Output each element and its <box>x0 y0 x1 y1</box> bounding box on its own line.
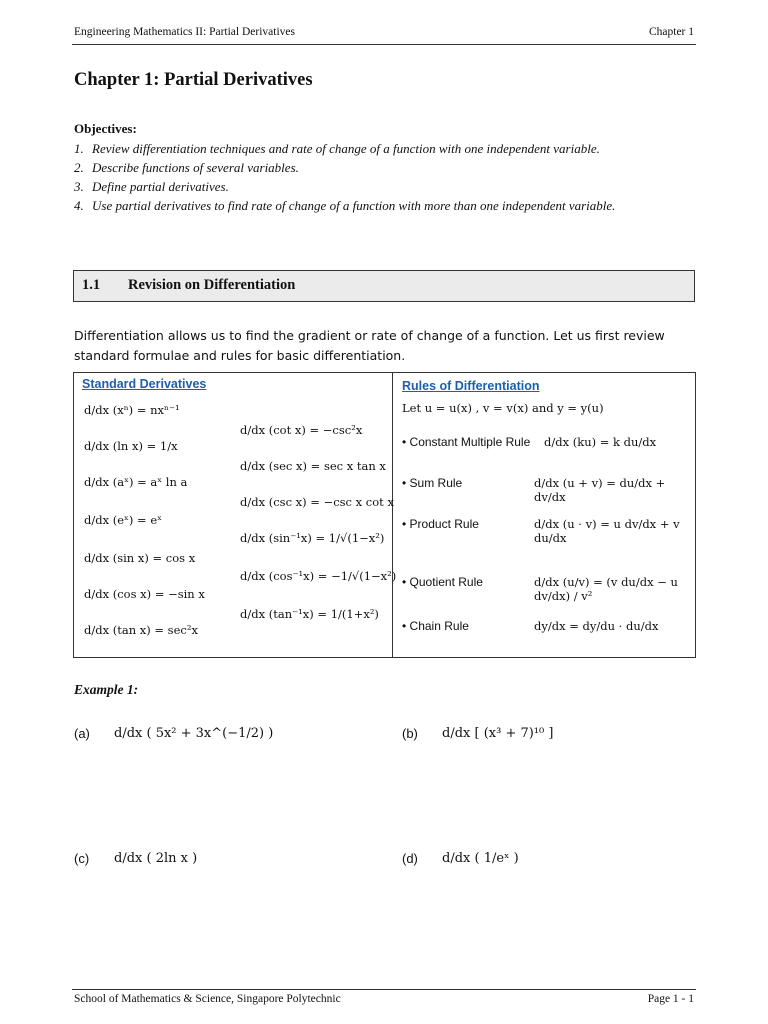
header-chapter: Chapter 1 <box>648 26 694 38</box>
derivative-formula: d/dx (ln x) = 1/x <box>84 439 178 453</box>
example-part-label: (b) <box>402 726 418 741</box>
header-rule <box>72 44 696 45</box>
objective-number: 2. <box>74 160 84 175</box>
footer-rule <box>72 989 696 990</box>
footer-school: School of Mathematics & Science, Singapore Polytechnic <box>74 993 341 1005</box>
rule-item: • Constant Multiple Rule <box>402 435 531 449</box>
example-part-label: (d) <box>402 851 418 866</box>
objectives-list <box>74 139 699 215</box>
section-heading-box <box>73 270 695 302</box>
derivative-formula: d/dx (tan⁻¹x) = 1/(1+x²) <box>240 607 379 621</box>
derivative-formula: d/dx (cos x) = −sin x <box>84 587 205 601</box>
objective-item <box>74 196 699 215</box>
rule-name: Sum Rule <box>409 476 463 490</box>
rule-formula: d/dx (u/v) = (v du/dx − u dv/dx) / v² <box>534 575 678 603</box>
derivative-formula: d/dx (sin x) = cos x <box>84 551 196 565</box>
objective-text: Review differentiation techniques and rate of change of a function with one independent variable. <box>92 141 600 156</box>
section-number: 1.1 <box>82 277 101 293</box>
derivative-formula: d/dx (tan x) = sec²x <box>84 623 198 637</box>
objectives-heading: Objectives: <box>74 121 137 136</box>
derivative-formula: d/dx (eˣ) = eˣ <box>84 513 163 527</box>
page-header <box>74 26 694 38</box>
derivative-formula: d/dx (xⁿ) = nxⁿ⁻¹ <box>84 403 180 417</box>
objective-number: 1. <box>74 141 84 156</box>
derivative-formula: d/dx (sec x) = sec x tan x <box>240 459 386 473</box>
objective-text: Use partial derivatives to find rate of change of a function with more than one independent variable. <box>92 198 616 213</box>
footer-page-number: Page 1 - 1 <box>647 993 694 1005</box>
standard-derivatives-heading: Standard Derivatives <box>82 377 207 391</box>
chapter-title: Chapter 1: Partial Derivatives <box>74 70 313 90</box>
formula-box <box>73 372 696 658</box>
rule-formula: d/dx (u + v) = du/dx + dv/dx <box>534 476 666 504</box>
formula-box-divider <box>392 373 393 657</box>
objective-item <box>74 177 699 196</box>
derivative-formula: d/dx (cos⁻¹x) = −1/√(1−x²) <box>240 569 397 583</box>
rule-name: Quotient Rule <box>409 575 483 589</box>
objective-item <box>74 139 699 158</box>
rule-item: • Chain Rule <box>402 619 469 633</box>
derivative-formula: d/dx (sin⁻¹x) = 1/√(1−x²) <box>240 531 385 545</box>
page-footer <box>74 993 694 1005</box>
example-heading: Example 1: <box>74 682 139 697</box>
rule-name: Constant Multiple Rule <box>409 435 531 449</box>
intro-paragraph: Differentiation allows us to find the gradient or rate of change of a function. Let us first review standard formulae and rules for basic differentiation. <box>74 328 665 363</box>
rule-item: • Sum Rule <box>402 476 463 490</box>
rules-heading: Rules of Differentiation <box>402 379 540 393</box>
example-part-label: (a) <box>74 726 90 741</box>
section-title: Revision on Differentiation <box>128 277 296 293</box>
example-part-label: (c) <box>74 851 90 866</box>
example-part-expression: d/dx ( 5x² + 3x^(−1/2) ) <box>114 726 274 741</box>
example-part-expression: d/dx [ (x³ + 7)¹⁰ ] <box>442 726 554 741</box>
derivative-formula: d/dx (cot x) = −csc²x <box>240 423 363 437</box>
derivative-formula: d/dx (aˣ) = aˣ ln a <box>84 475 188 489</box>
rule-formula: d/dx (u · v) = u dv/dx + v du/dx <box>534 517 680 545</box>
objective-number: 3. <box>74 179 84 194</box>
objective-text: Describe functions of several variables. <box>92 160 299 175</box>
rule-name: Chain Rule <box>409 619 469 633</box>
example-part-expression: d/dx ( 1/eˣ ) <box>442 851 519 866</box>
rule-name: Product Rule <box>409 517 479 531</box>
objective-item <box>74 158 699 177</box>
rule-item: • Product Rule <box>402 517 479 531</box>
header-title: Engineering Mathematics II: Partial Derivatives <box>74 26 295 38</box>
objective-number: 4. <box>74 198 84 213</box>
rules-let-line: Let u = u(x) , v = v(x) and y = y(u) <box>402 401 604 415</box>
rule-item: • Quotient Rule <box>402 575 483 589</box>
derivative-formula: d/dx (csc x) = −csc x cot x <box>240 495 394 509</box>
example-part-expression: d/dx ( 2ln x ) <box>114 851 198 866</box>
objective-text: Define partial derivatives. <box>92 179 229 194</box>
rule-formula: dy/dx = dy/du · du/dx <box>534 619 659 633</box>
rule-formula: d/dx (ku) = k du/dx <box>544 435 657 449</box>
